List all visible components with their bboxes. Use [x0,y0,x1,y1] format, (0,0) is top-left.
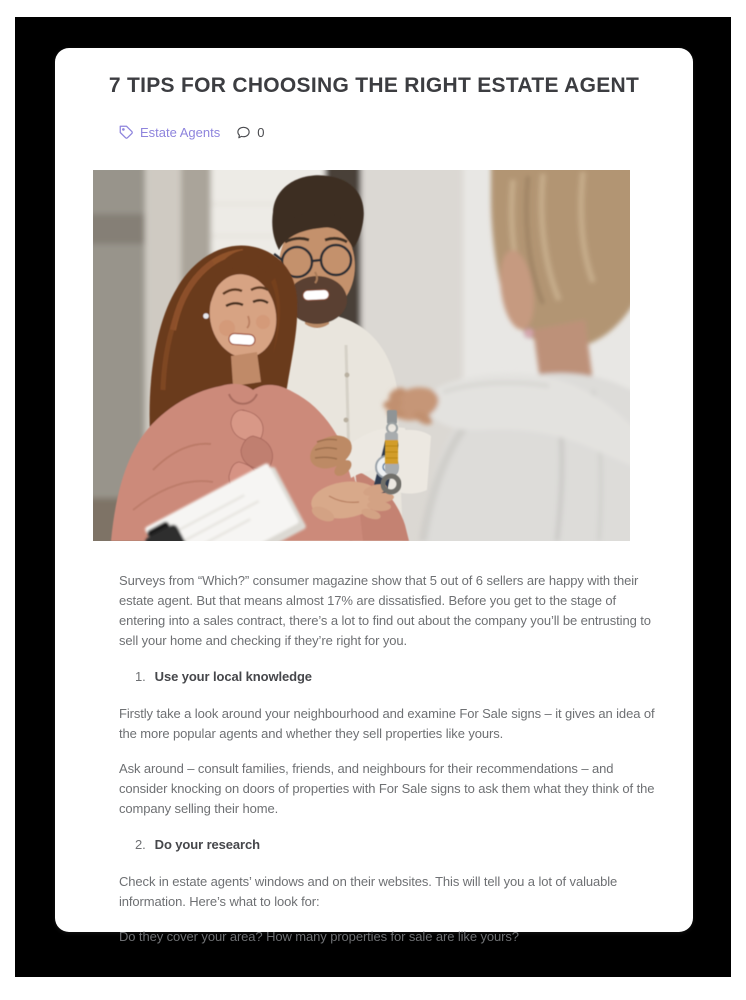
hero-illustration [93,170,630,541]
comment-bubble-icon [236,125,251,140]
post-card [55,48,693,944]
list-label: Do your research [154,837,260,852]
paragraph-intro: Surveys from “Which?” consumer magazine show that 5 out of 6 sellers are happy with their estate agent. But that means almost 17% are dissatisfied. Before you get to the stage of entering into a sales contract, there’s a lot to find out about the company you’ll be entrusting to sell your home and checking if they’re right for you. [119,573,651,648]
hero-image [93,170,630,541]
post-meta [119,125,693,140]
paragraph-check-windows: Check in estate agents’ windows and on their websites. This will tell you a lot of valuable information. Here’s what to look for: [119,874,618,909]
tag-icon [119,125,134,140]
list-label: Use your local knowledge [154,669,312,684]
list-item-1 [135,667,655,687]
list-item-2 [135,835,655,855]
list-number: 1. [135,669,146,684]
post-title: 7 TIPS FOR CHOOSING THE RIGHT ESTATE AGENT [108,74,640,97]
category-link[interactable]: Estate Agents [140,125,221,140]
paragraph-firstly: Firstly take a look around your neighbourhood and examine For Sale signs – it gives an idea of the more popular agents and whether they sell properties like yours. [119,706,655,741]
paragraph-ask-around: Ask around – consult families, friends, and neighbours for their recommendations – and consider knocking on doors of properties with For Sale signs to ask them what they think of the company selling their home. [119,761,655,816]
comment-count: 0 [257,125,265,140]
post-body [119,571,655,947]
comments-link[interactable] [236,125,264,140]
list-number: 2. [135,837,146,852]
paragraph-cover-area: Do they cover your area? How many properties for sale are like yours? [119,929,519,944]
